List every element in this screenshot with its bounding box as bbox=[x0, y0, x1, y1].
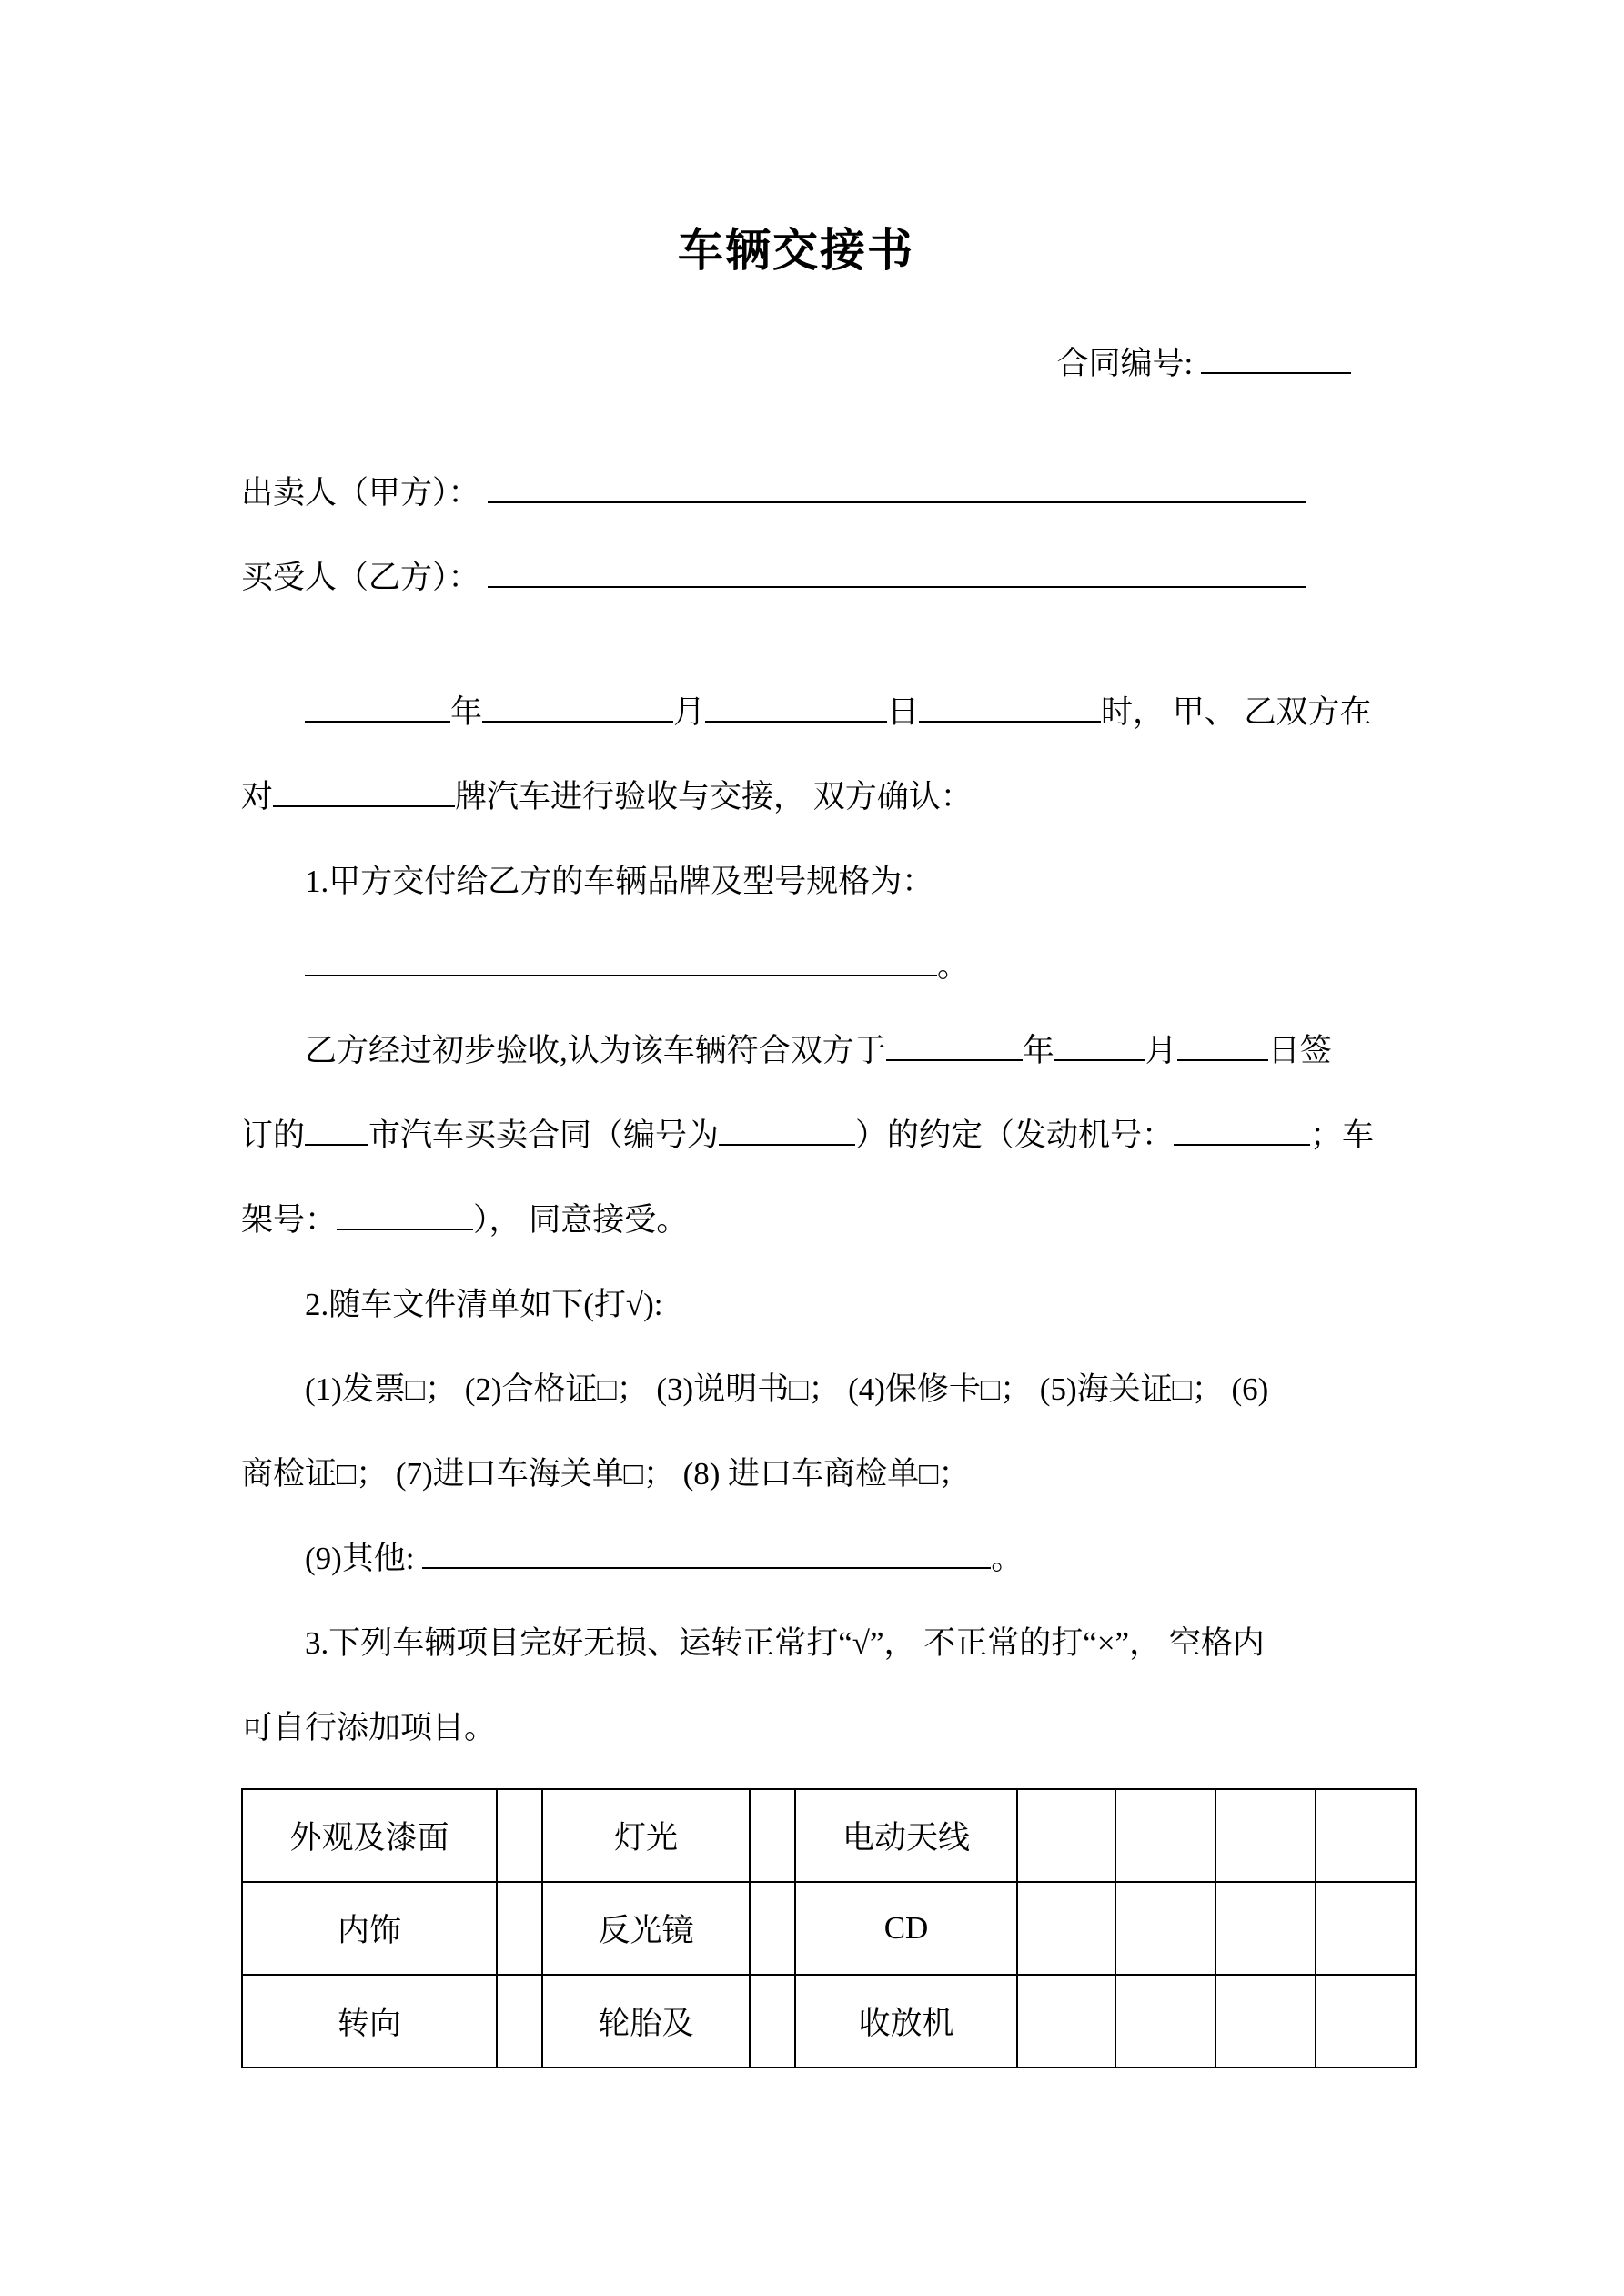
table-cell-label: 灯光 bbox=[542, 1789, 750, 1882]
table-cell-label: 外观及漆面 bbox=[242, 1789, 497, 1882]
clause1-line bbox=[241, 839, 1351, 924]
table-cell-label: 收放机 bbox=[795, 1975, 1017, 2068]
blank-underline bbox=[273, 778, 455, 807]
text-segment: ）的约定（发动机号： bbox=[855, 1118, 1175, 1153]
body-block bbox=[241, 670, 1375, 1770]
blank-underline bbox=[1054, 1032, 1145, 1061]
text-segment: 买受人（乙方）： bbox=[241, 560, 489, 595]
table-cell-empty bbox=[1115, 1882, 1215, 1975]
text-segment: 日签 bbox=[1267, 1033, 1332, 1068]
blank-underline bbox=[1174, 1117, 1310, 1146]
inspection-table bbox=[241, 1788, 1417, 2068]
blank-underline bbox=[337, 1201, 473, 1230]
seller-line bbox=[241, 450, 1351, 535]
table-cell-empty bbox=[497, 1975, 542, 2068]
table-cell-empty bbox=[1115, 1789, 1215, 1882]
text-segment: (9)其他: bbox=[305, 1541, 423, 1576]
table-cell-empty bbox=[1215, 1975, 1316, 2068]
text-segment: 时， 甲、 乙双方在 bbox=[1101, 694, 1372, 730]
table-cell-empty bbox=[1316, 1789, 1416, 1882]
table-cell-empty bbox=[1215, 1789, 1316, 1882]
text-segment: 。 bbox=[937, 948, 970, 984]
table-cell-label: 轮胎及 bbox=[542, 1975, 750, 2068]
blank-underline bbox=[422, 1540, 991, 1569]
table-cell-label: 反光镜 bbox=[542, 1882, 750, 1975]
clause3-line-2 bbox=[241, 1685, 1351, 1770]
table-cell-empty bbox=[1017, 1789, 1115, 1882]
intro-line-1 bbox=[241, 670, 1372, 754]
blank-underline bbox=[488, 559, 1306, 588]
documents-other-line bbox=[241, 1516, 1351, 1601]
blank-underline bbox=[1201, 345, 1351, 374]
blank-underline bbox=[705, 693, 887, 723]
clause1-blank-line bbox=[241, 924, 1351, 1008]
blank-underline bbox=[488, 474, 1306, 503]
table-cell-empty bbox=[497, 1789, 542, 1882]
table-cell-empty bbox=[1316, 1975, 1416, 2068]
text-segment: 年 bbox=[1022, 1033, 1054, 1068]
text-segment: 市汽车买卖合同（编号为 bbox=[368, 1118, 720, 1153]
acceptance-line-1 bbox=[241, 1008, 1351, 1093]
table-row bbox=[242, 1975, 1416, 2068]
text-segment: ）， 同意接受。 bbox=[473, 1202, 689, 1238]
contract-number-line bbox=[241, 337, 1351, 391]
text-segment: 牌汽车进行验收与交接， 双方确认： bbox=[455, 779, 973, 814]
text-segment: 日 bbox=[887, 694, 920, 730]
text-segment: 。 bbox=[991, 1541, 1024, 1576]
blank-underline bbox=[305, 1117, 368, 1146]
table-cell-empty bbox=[1017, 1882, 1115, 1975]
acceptance-line-2 bbox=[241, 1093, 1375, 1178]
text-segment: 对 bbox=[241, 779, 274, 814]
text-segment: 年 bbox=[450, 694, 483, 730]
table-cell-empty bbox=[750, 1882, 795, 1975]
table-cell-empty bbox=[750, 1975, 795, 2068]
parties-block bbox=[241, 450, 1351, 620]
table-cell-empty bbox=[1215, 1882, 1316, 1975]
table-cell-empty bbox=[1115, 1975, 1215, 2068]
clause2-line bbox=[241, 1262, 1351, 1347]
text-segment: 月 bbox=[1145, 1033, 1177, 1068]
table-cell-label: 转向 bbox=[242, 1975, 497, 2068]
buyer-line bbox=[241, 535, 1351, 620]
text-segment: 可自行添加项目。 bbox=[241, 1710, 497, 1745]
text-segment: 架号： bbox=[241, 1202, 338, 1238]
blank-underline bbox=[719, 1117, 855, 1146]
text-segment: 乙方经过初步验收,认为该车辆符合双方于 bbox=[305, 1033, 886, 1068]
documents-line-2 bbox=[241, 1431, 1351, 1516]
blank-underline bbox=[886, 1032, 1023, 1061]
table-cell-empty bbox=[497, 1882, 542, 1975]
blank-underline bbox=[1177, 1032, 1268, 1061]
blank-underline bbox=[919, 693, 1101, 723]
documents-line-1 bbox=[241, 1347, 1351, 1431]
text-segment: 月 bbox=[673, 694, 706, 730]
text-segment: (1)发票□； (2)合格证□； (3)说明书□； (4)保修卡□； (5)海关证□； (6) bbox=[305, 1371, 1269, 1407]
table-cell-label: 电动天线 bbox=[795, 1789, 1017, 1882]
text-segment: ；车 bbox=[1310, 1118, 1375, 1153]
document-title: 车辆交接书 bbox=[678, 224, 914, 277]
table-cell-label: CD bbox=[795, 1882, 1017, 1975]
table-cell-empty bbox=[750, 1789, 795, 1882]
table-cell-empty bbox=[1316, 1882, 1416, 1975]
table-cell-empty bbox=[1017, 1975, 1115, 2068]
acceptance-line-3 bbox=[241, 1178, 1351, 1262]
blank-underline bbox=[305, 947, 937, 976]
blank-underline bbox=[305, 693, 450, 723]
text-segment: 3.下列车辆项目完好无损、运转正常打“√”， 不正常的打“×”， 空格内 bbox=[305, 1625, 1265, 1661]
text-segment: 1.甲方交付给乙方的车辆品牌及型号规格为： bbox=[305, 864, 934, 899]
clause3-line-1 bbox=[241, 1601, 1351, 1685]
table-row bbox=[242, 1882, 1416, 1975]
text-segment: 出卖人（甲方）： bbox=[241, 475, 489, 511]
text-segment: 2.随车文件清单如下(打√): bbox=[305, 1287, 663, 1322]
table-row bbox=[242, 1789, 1416, 1882]
text-segment: 商检证□； (7)进口车海关单□； (8) 进口车商检单□； bbox=[241, 1456, 971, 1492]
text-segment: 订的 bbox=[241, 1118, 306, 1153]
intro-line-2 bbox=[241, 754, 1351, 839]
text-segment: 合同编号: bbox=[1056, 346, 1201, 381]
table-cell-label: 内饰 bbox=[242, 1882, 497, 1975]
blank-underline bbox=[482, 693, 673, 723]
